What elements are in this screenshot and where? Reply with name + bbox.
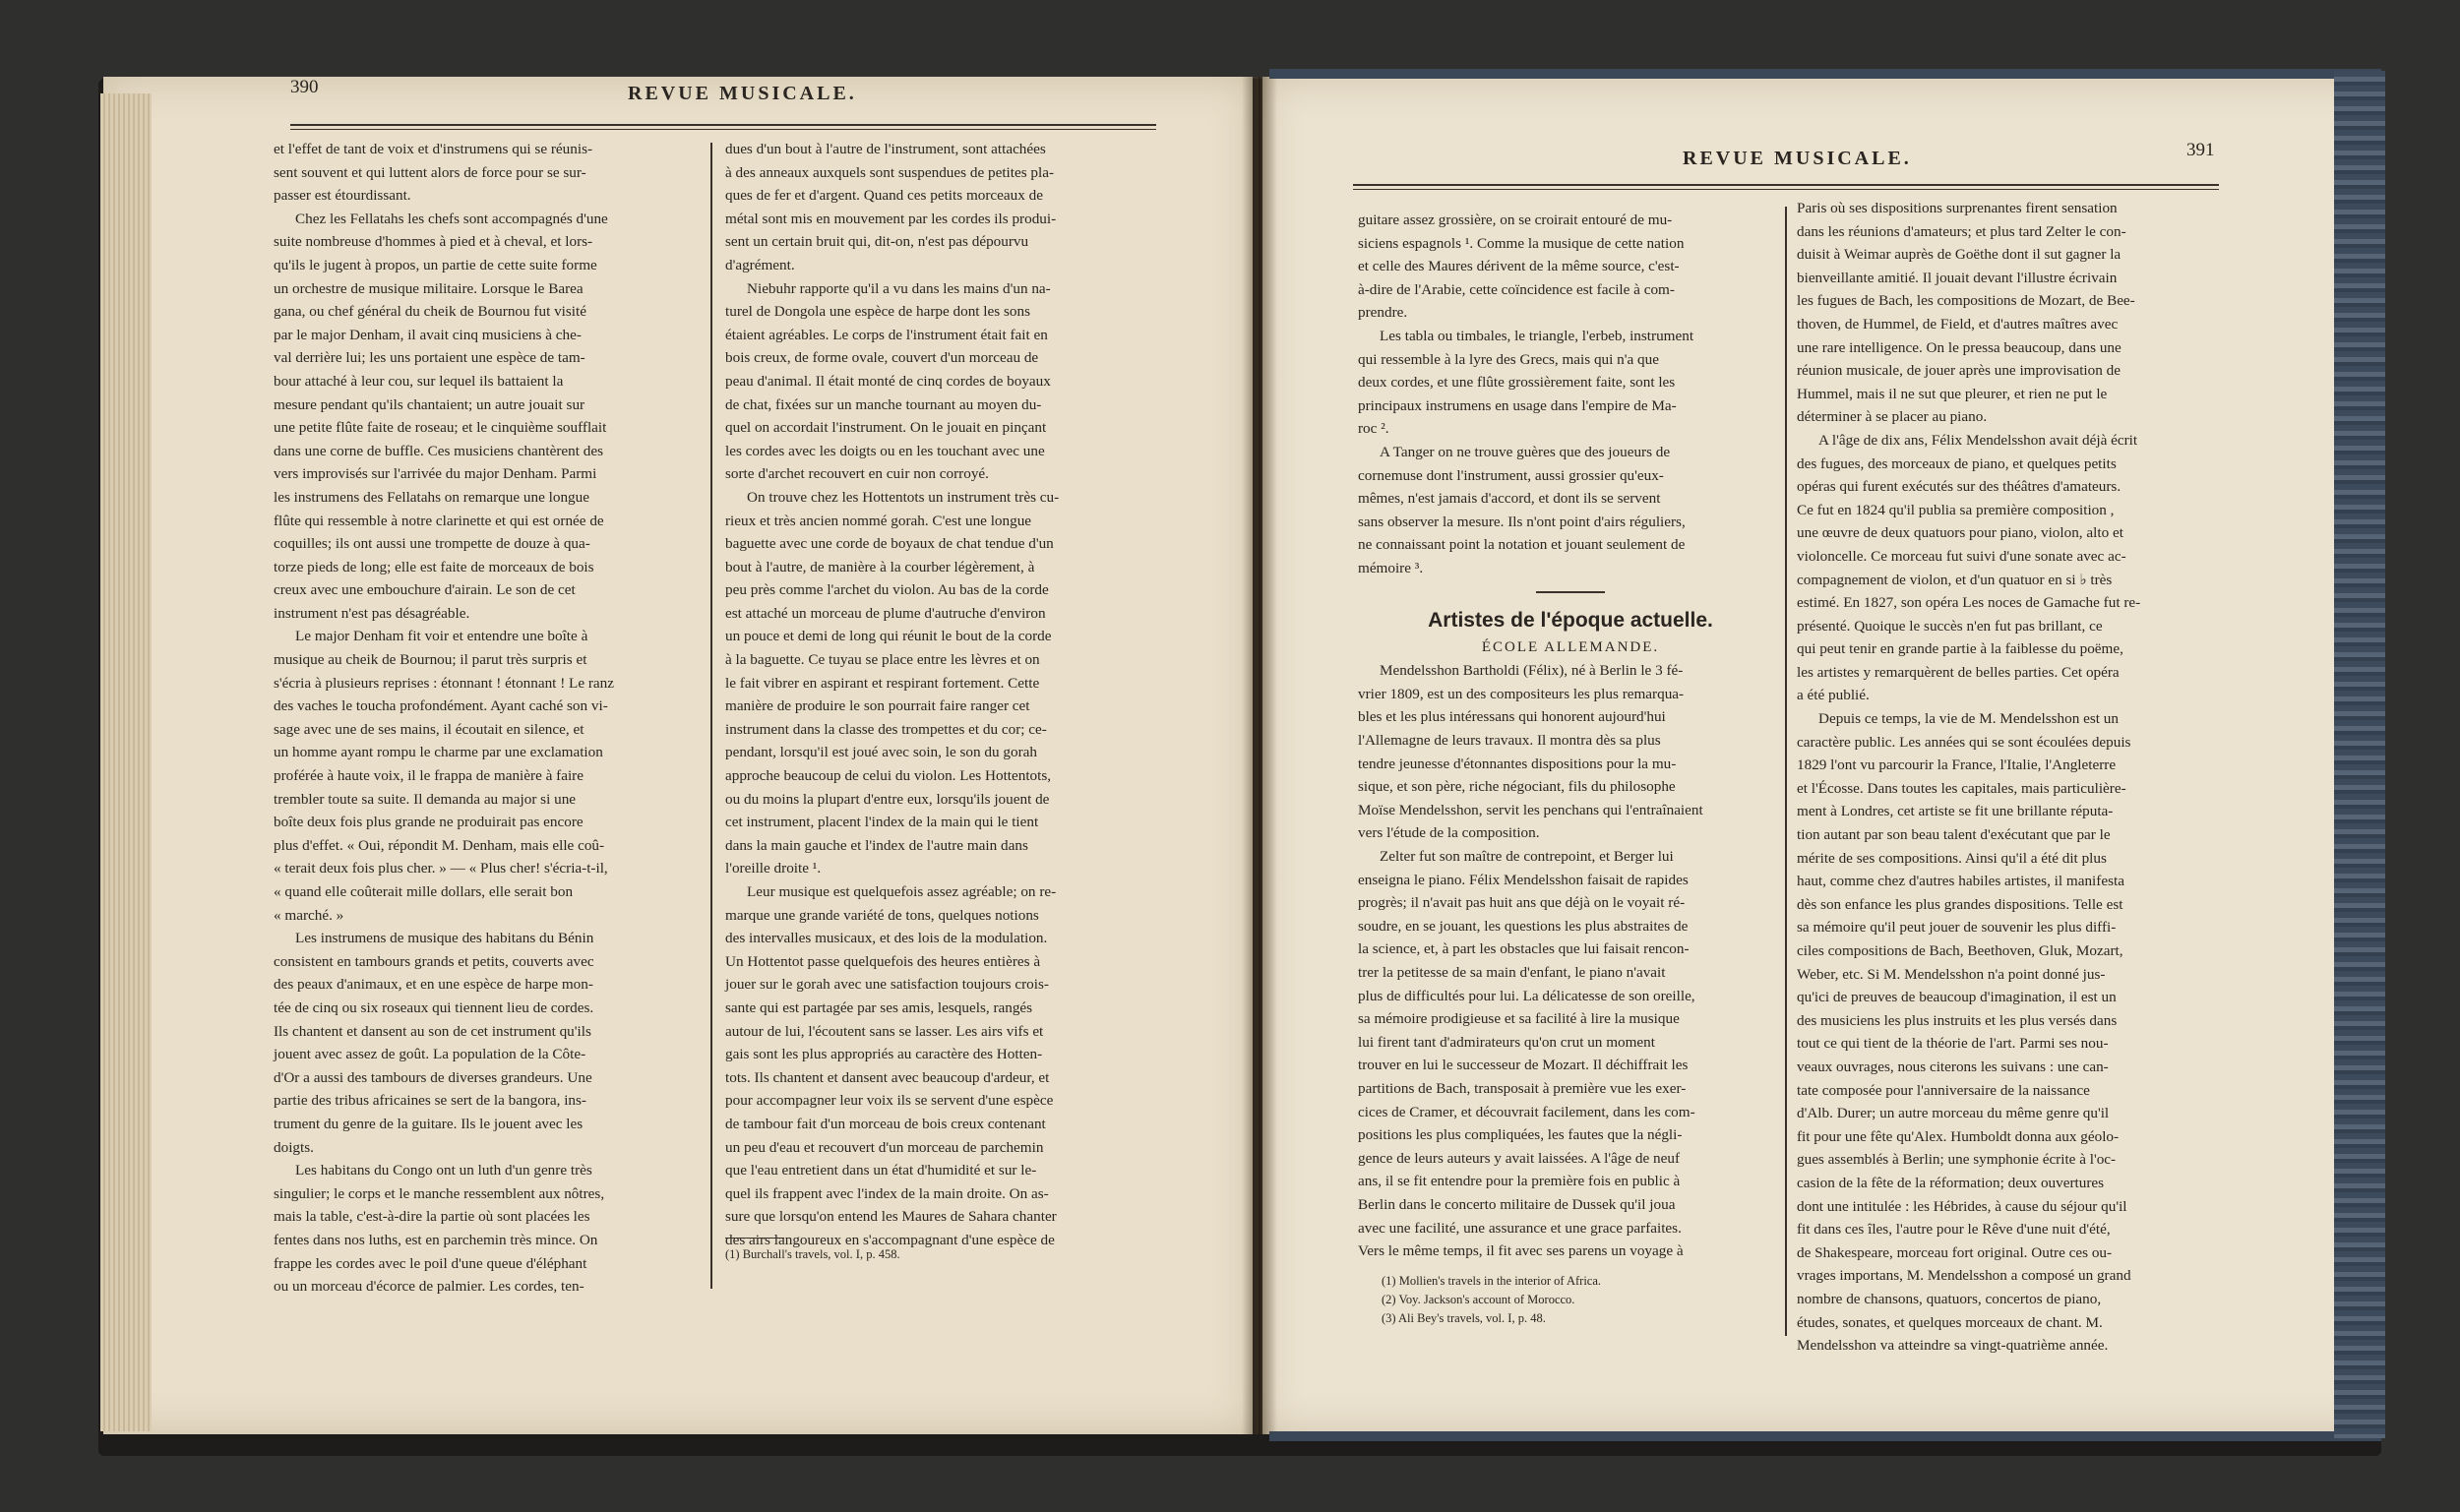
text-line: sage avec une de ses mains, il écoutait en silence, et xyxy=(274,720,584,738)
text-line: qu'ici de preuves de beaucoup d'imagination, il est un xyxy=(1797,989,2117,1006)
text-line: gana, ou chef général du cheik de Bournou fut visité xyxy=(274,303,586,321)
text-line: bour attaché à leur cou, sur lequel ils battaient la xyxy=(274,372,564,390)
text-line: cices de Cramer, et découvrait facilement, dans les com- xyxy=(1358,1103,1695,1120)
text-line: approche beaucoup de celui du violon. Les Hottentots, xyxy=(725,767,1052,785)
text-line: (1) Mollien's travels in the interior of Africa. xyxy=(1382,1274,1602,1288)
text-line: mais la table, c'est-à-dire la partie où sont placées les xyxy=(274,1208,590,1226)
text-line: vers improvisés sur l'arrivée du major Denham. Parmi xyxy=(274,465,597,483)
text-line: déterminer à se placer au piano. xyxy=(1797,408,1988,426)
text-line: trument du genre de la guitare. Ils le jouent avec les xyxy=(274,1115,584,1132)
left-header-rule-thin xyxy=(290,129,1156,130)
subsection-title: ÉCOLE ALLEMANDE. xyxy=(1481,638,1660,655)
text-line: trembler toute sa suite. Il demanda au major si une xyxy=(274,790,577,808)
text-line: dans les réunions d'amateurs; et plus tard Zelter le con- xyxy=(1797,222,2126,240)
text-line: s'écria à plusieurs reprises : étonnant ! étonnant ! Le ranz xyxy=(274,674,615,692)
text-line: gues assemblés à Berlin; une symphonie écrite à l'oc- xyxy=(1797,1151,2117,1169)
text-line: des airs langoureux en s'accompagnant d'une espèce de xyxy=(725,1231,1055,1248)
text-line: Niebuhr rapporte qu'il a vu dans les mains d'un na- xyxy=(747,279,1051,297)
text-line: Vers le même temps, il fit avec ses parens un voyage à xyxy=(1358,1242,1684,1260)
text-line: l'oreille droite ¹. xyxy=(725,860,822,877)
text-line: On trouve chez les Hottentots un instrument très cu- xyxy=(747,488,1060,506)
right-page-footnotes xyxy=(1382,1272,1775,1328)
text-line: présenté. Quoique le succès n'en fut pas brillant, ce xyxy=(1797,617,2103,635)
text-line: qui ressemble à la lyre des Grecs, mais qui n'a que xyxy=(1358,350,1659,368)
text-line: « terait deux fois plus cher. » — « Plus cher! s'écria-t-il, xyxy=(274,860,608,877)
text-line: des intervalles musicaux, et des lois de la modulation. xyxy=(725,930,1048,947)
text-line: d'agrément. xyxy=(725,256,795,273)
text-line: mérite de ses compositions. Ainsi qu'il a été dit plus xyxy=(1797,849,2107,867)
text-line: bienveillante amitié. Il jouait devant l'illustre écrivain xyxy=(1797,269,2118,286)
text-line: A l'âge de dix ans, Félix Mendelsshon avait déjà écrit xyxy=(1818,431,2138,449)
text-line: Mendelsshon va atteindre sa vingt-quatrième année. xyxy=(1797,1337,2109,1355)
text-line: tée de cinq ou six roseaux qui tiennent lieu de cordes. xyxy=(274,998,594,1016)
text-line: manière de produire le son pourrait faire ranger cet xyxy=(725,697,1030,715)
text-line: principaux instrumens en usage dans l'empire de Ma- xyxy=(1358,396,1677,414)
text-line: d'Or a aussi des tambours de diverses grandeurs. Une xyxy=(274,1068,592,1086)
right-column-divider xyxy=(1785,207,1787,1336)
text-line: plus de difficultés pour lui. La délicatesse de son oreille, xyxy=(1358,987,1695,1004)
text-line: de tambour fait d'un morceau de bois creux contenant xyxy=(725,1115,1046,1132)
text-line: est attaché un morceau de plume d'autruche d'environ xyxy=(725,604,1046,622)
text-line: mêmes, n'est jamais d'accord, et dont ils se servent xyxy=(1358,490,1661,508)
left-page-number: 390 xyxy=(290,77,319,97)
text-line: à-dire de l'Arabie, cette coïncidence est facile à com- xyxy=(1358,280,1675,298)
text-line: un pouce et demi de long qui réunit le bout de la corde xyxy=(725,628,1052,645)
left-page-footnotes xyxy=(725,1245,1138,1264)
text-line: veaux ouvrages, nous citerons les suivans : une can- xyxy=(1797,1058,2109,1075)
text-line: Mendelsshon Bartholdi (Félix), né à Berlin le 3 fé- xyxy=(1380,662,1684,680)
text-line: (2) Voy. Jackson's account of Morocco. xyxy=(1382,1293,1575,1306)
text-line: par le major Denham, il avait cinq musiciens à che- xyxy=(274,326,582,343)
text-line: à la baguette. Ce tuyau se place entre les lèvres et on xyxy=(725,651,1040,669)
text-line: « quand elle coûterait mille dollars, elle serait bon xyxy=(274,883,574,900)
text-line: un orchestre de musique militaire. Lorsque le Barea xyxy=(274,279,584,297)
text-line: peu près comme l'archet du violon. Au bas de la corde xyxy=(725,581,1049,599)
text-line: sent un certain bruit qui, dit-on, n'est pas dépourvu xyxy=(725,233,1029,251)
text-line: sorte d'archet recouvert en cuir non corroyé. xyxy=(725,465,989,483)
text-line: sans observer la mesure. Ils n'ont point d'airs réguliers, xyxy=(1358,513,1686,530)
right-header-rule xyxy=(1353,184,2219,186)
book-gutter xyxy=(1242,77,1277,1434)
text-line: Moïse Mendelsshon, servit les penchans qui l'entraînaient xyxy=(1358,801,1703,818)
text-line: boîte deux fois plus grande ne produirait pas encore xyxy=(274,814,584,831)
text-line: vrier 1809, est un des compositeurs les plus remarqua- xyxy=(1358,685,1685,702)
text-line: sa mémoire qu'il peut jouer de souvenir les plus diffi- xyxy=(1797,919,2117,937)
text-line: fit dans ces îles, l'autre pour le Rêve d'une nuit d'été, xyxy=(1797,1221,2111,1239)
text-line: une rare intelligence. On le pressa beaucoup, dans une xyxy=(1797,338,2122,356)
text-line: bois creux, de forme ovale, couvert d'un morceau de xyxy=(725,349,1039,367)
text-line: vers l'étude de la composition. xyxy=(1358,824,1540,842)
text-line: 1829 l'ont vu parcourir la France, l'Italie, l'Angleterre xyxy=(1797,756,2117,774)
text-line: ou un morceau d'écorce de palmier. Les cordes, ten- xyxy=(274,1278,584,1296)
text-line: cet instrument, placent l'index de la main qui le tient xyxy=(725,814,1039,831)
text-line: les artistes y remarquèrent de belles parties. Cet opéra xyxy=(1797,663,2120,681)
text-line: bles et les plus intéressans qui honorent aujourd'hui xyxy=(1358,708,1666,726)
text-line: sent souvent et qui luttent alors de force pour se sur- xyxy=(274,163,586,181)
text-line: de chat, fixées sur un manche tournant au moyen du- xyxy=(725,395,1042,413)
text-line: torze pieds de long; elle est faite de morceaux de bois xyxy=(274,558,594,575)
text-line: Les instrumens de musique des habitans du Bénin xyxy=(295,930,594,947)
text-line: pendant, lorsqu'il est joué avec soin, le son du gorah xyxy=(725,744,1037,761)
text-line: estimé. En 1827, son opéra Les noces de Gamache fut re- xyxy=(1797,594,2141,612)
text-line: sa mémoire prodigieuse et sa facilité à lire la musique xyxy=(1358,1010,1680,1028)
left-page-edges xyxy=(100,93,152,1431)
text-line: gais sont les plus appropriés au caractère des Hotten- xyxy=(725,1046,1043,1063)
text-line: dès son enfance les plus grandes dispositions. Telle est xyxy=(1797,895,2123,913)
text-line: des musiciens les plus instruits et les plus versés dans xyxy=(1797,1011,2118,1029)
text-line: avec une facilité, une assurance et une grace parfaites. xyxy=(1358,1219,1682,1237)
text-line: marque une grande variété de tons, quelques notions xyxy=(725,906,1039,924)
right-running-head: REVUE MUSICALE. xyxy=(1683,148,1912,169)
text-line: nombre de chansons, quatuors, concertos de piano, xyxy=(1797,1290,2102,1307)
text-line: plus d'effet. « Oui, répondit M. Denham, mais elle coû- xyxy=(274,836,605,854)
text-line: études, sonates, et quelques morceaux de chant. M. xyxy=(1797,1313,2103,1331)
text-line: gence de leurs auteurs y avait laissées. A l'âge de neuf xyxy=(1358,1149,1681,1167)
text-line: lui firent tant d'admirateurs qu'on crut un moment xyxy=(1358,1033,1655,1051)
text-line: proférée à haute voix, il le frappa de manière à faire xyxy=(274,767,584,785)
text-line: val derrière lui; les uns portaient une espèce de tam- xyxy=(274,349,585,367)
text-line: cornemuse dont l'instrument, aussi grossier qu'eux- xyxy=(1358,466,1664,484)
text-line: trouver en lui le successeur de Mozart. Il déchiffrait les xyxy=(1358,1057,1689,1074)
text-line: et l'Écosse. Dans toutes les capitales, mais particulière- xyxy=(1797,779,2126,797)
section-title: Artistes de l'époque actuelle. xyxy=(1428,609,1713,633)
text-line: vrages importans, M. Mendelsshon a composé un grand xyxy=(1797,1267,2131,1285)
text-line: les fugues de Bach, les compositions de Mozart, de Bee- xyxy=(1797,292,2135,310)
text-line: tout ce qui tient de la théorie de l'art. Parmi ses nou- xyxy=(1797,1035,2109,1053)
text-line: Le major Denham fit voir et entendre une boîte à xyxy=(295,628,588,645)
text-line: turel de Dongola une espèce de harpe dont les sons xyxy=(725,303,1030,321)
text-line: musique au cheik de Bournou; il parut très surpris et xyxy=(274,651,587,669)
text-line: Leur musique est quelquefois assez agréable; on re- xyxy=(747,883,1057,900)
text-line: une œuvre de deux quatuors pour piano, violon, alto et xyxy=(1797,524,2123,542)
text-line: jouent avec assez de goût. La population de la Côte- xyxy=(274,1046,586,1063)
text-line: qu'ils le jugent à propos, un partie de cette suite forme xyxy=(274,256,597,273)
text-line: peau d'animal. Il était monté de cinq cordes de boyaux xyxy=(725,372,1051,390)
right-header-rule-thin xyxy=(1353,189,2219,190)
text-line: deux cordes, et une flûte grossièrement faite, sont les xyxy=(1358,374,1676,392)
text-line: thoven, de Hummel, de Field, et d'autres maîtres avec xyxy=(1797,315,2119,333)
text-line: jouer sur le gorah avec une satisfaction toujours crois- xyxy=(725,976,1049,994)
left-footnote-rule xyxy=(725,1238,784,1239)
text-line: ou du moins la plupart d'entre eux, lorsqu'ils jouent de xyxy=(725,790,1050,808)
text-line: singulier; le corps et le manche ressemblent aux nôtres, xyxy=(274,1184,605,1202)
text-line: d'Alb. Durer; un autre morceau du même genre qu'il xyxy=(1797,1105,2110,1122)
text-line: le fait vibrer en aspirant et respirant fortement. Cette xyxy=(725,674,1040,692)
text-line: instrument dans la classe des trompettes et du cor; ce- xyxy=(725,720,1047,738)
text-line: fentes dans nos luths, est en parchemin très mince. On xyxy=(274,1231,598,1248)
right-page-column-2 xyxy=(1797,197,2222,1358)
text-line: autour de lui, l'écoutent sans se lasser. Les airs vifs et xyxy=(725,1022,1044,1040)
text-line: Hummel, mais il ne sut que pleurer, et rien ne put le xyxy=(1797,385,2108,402)
text-line: quel on accordait l'instrument. On le jouait en pinçant xyxy=(725,419,1047,437)
text-line: Un Hottentot passe quelquefois des heures entières à xyxy=(725,952,1041,970)
text-line: compagnement de violon, et d'un quatuor en si ♭ très xyxy=(1797,571,2113,588)
text-line: siciens espagnols ¹. Comme la musique de cette nation xyxy=(1358,234,1685,252)
text-line: Depuis ce temps, la vie de M. Mendelsshon est un xyxy=(1818,710,2119,728)
text-line: qui peut tenir en grande partie à la faiblesse du poëme, xyxy=(1797,640,2123,658)
text-line: enseigna le piano. Félix Mendelsshon faisait de rapides xyxy=(1358,871,1689,888)
text-line: suite nombreuse d'hommes à pied et à cheval, et lors- xyxy=(274,233,593,251)
marbled-cover-edge xyxy=(2334,71,2385,1438)
text-line: consistent en tambours grands et petits, couverts avec xyxy=(274,952,594,970)
text-line: (3) Ali Bey's travels, vol. I, p. 48. xyxy=(1382,1311,1546,1325)
text-line: ques de fer et d'argent. Quand ces petits morceaux de xyxy=(725,187,1043,205)
text-line: a été publié. xyxy=(1797,687,1870,704)
left-page-column-1 xyxy=(274,138,699,1299)
text-line: coquilles; ils ont aussi une trompette de douze à qua- xyxy=(274,535,590,553)
text-line: trer la petitesse de sa main d'enfant, le piano n'avait xyxy=(1358,964,1666,981)
text-line: roc ². xyxy=(1358,420,1389,438)
text-line: soudre, en se jouant, les questions les plus abstraites de xyxy=(1358,917,1689,935)
text-line: doigts. xyxy=(274,1138,314,1156)
text-line: tendre jeunesse d'étonnantes dispositions pour la mu- xyxy=(1358,755,1677,772)
text-line: dans la main gauche et l'index de l'autre main dans xyxy=(725,836,1028,854)
text-line: un homme ayant rompu le charme par une exclamation xyxy=(274,744,603,761)
text-line: métal sont mis en mouvement par les cordes ils produi- xyxy=(725,210,1057,227)
text-line: tots. Ils chantent et dansent avec beaucoup d'ardeur, et xyxy=(725,1068,1050,1086)
right-page-column-1 xyxy=(1358,209,1783,1263)
text-line: haut, comme chez d'autres habiles artistes, il manifesta xyxy=(1797,873,2124,890)
text-line: ment à Londres, cet artiste se fit une brillante réputa- xyxy=(1797,803,2114,820)
cover-board-bottom xyxy=(1269,1431,2381,1441)
text-line: Paris où ses dispositions surprenantes firent sensation xyxy=(1797,200,2118,216)
left-running-head: REVUE MUSICALE. xyxy=(628,83,857,104)
text-line: Les habitans du Congo ont un luth d'un genre très xyxy=(295,1162,592,1179)
section-divider xyxy=(1358,580,1783,604)
text-line: pour accompagner leur voix ils se servent d'une espèce xyxy=(725,1092,1054,1110)
text-line: une petite flûte faite de roseau; et le cinquième soufflait xyxy=(274,419,607,437)
text-line: (1) Burchall's travels, vol. I, p. 458. xyxy=(725,1247,900,1261)
text-line: passer est étourdissant. xyxy=(274,187,411,205)
text-line: dues d'un bout à l'autre de l'instrument, sont attachées xyxy=(725,141,1046,157)
text-line: réunion musicale, de jouer après une improvisation de xyxy=(1797,362,2121,380)
text-line: quel ils frappent avec l'index de la main droite. On as- xyxy=(725,1184,1049,1202)
text-line: partie des tribus africaines se sert de la bangora, ins- xyxy=(274,1092,586,1110)
left-page-column-2 xyxy=(725,138,1150,1252)
text-line: mesure pendant qu'ils chantaient; un autre jouait sur xyxy=(274,395,585,413)
text-line: guitare assez grossière, on se croirait entouré de mu- xyxy=(1358,212,1673,228)
text-line: duisit à Weimar auprès de Goëthe dont il sut gagner la xyxy=(1797,246,2122,264)
text-line: ne connaissant point la notation et jouant seulement de xyxy=(1358,536,1686,554)
text-line: les instrumens des Fellatahs on remarque une longue xyxy=(274,488,589,506)
text-line: frappe les cordes avec le poil d'une queue d'éléphant xyxy=(274,1254,587,1272)
text-line: creux avec une embouchure d'airain. Le son de cet xyxy=(274,581,576,599)
text-line: prendre. xyxy=(1358,304,1408,322)
text-line: de Shakespeare, morceau fort original. Outre ces ou- xyxy=(1797,1243,2113,1261)
text-line: et l'effet de tant de voix et d'instrumens qui se réunis- xyxy=(274,141,593,157)
text-line: violoncelle. Ce morceau fut suivi d'une sonate avec ac- xyxy=(1797,547,2126,565)
text-line: bout à l'autre, de manière à la courber légèrement, à xyxy=(725,558,1035,575)
text-line: un peu d'eau et recouvert d'un morceau de parchemin xyxy=(725,1138,1044,1156)
text-line: casion de la fête de la réformation; deux ouvertures xyxy=(1797,1174,2105,1191)
text-line: sante qui est partagée par ses amis, lesquels, rangés xyxy=(725,998,1033,1016)
left-column-divider xyxy=(710,143,712,1289)
text-line: baguette avec une corde de boyaux de chat tendue d'un xyxy=(725,535,1054,553)
text-line: rieux et très ancien nommé gorah. C'est une longue xyxy=(725,512,1032,529)
text-line: l'Allemagne de leurs travaux. Il montra dès sa plus xyxy=(1358,732,1661,750)
text-line: la science, et, à part les obstacles que lui faisait rencon- xyxy=(1358,940,1690,958)
text-line: à des anneaux auxquels sont suspendues de petites pla- xyxy=(725,163,1055,181)
text-line: sure que lorsqu'on entend les Maures de Sahara chanter xyxy=(725,1208,1057,1226)
text-line: positions les plus compliquées, les fautes que la négli- xyxy=(1358,1126,1683,1144)
text-line: Ce fut en 1824 qu'il publia sa première composition , xyxy=(1797,501,2115,518)
text-line: flûte qui ressemble à notre clarinette et qui est ornée de xyxy=(274,512,604,529)
text-line: Zelter fut son maître de contrepoint, et Berger lui xyxy=(1380,848,1674,866)
text-line: des vaches le toucha profondément. Ayant caché son vi- xyxy=(274,697,608,715)
text-line: tate composée pour l'anniversaire de la naissance xyxy=(1797,1081,2090,1099)
text-line: opéras qui furent exécutés sur des théâtres d'amateurs. xyxy=(1797,478,2122,496)
text-line: caractère public. Les années qui se sont écoulées depuis xyxy=(1797,733,2131,751)
text-line: Chez les Fellatahs les chefs sont accompagnés d'une xyxy=(295,210,608,227)
left-header-rule xyxy=(290,124,1156,126)
text-line: que l'eau entretient dans un état d'humidité et sur le- xyxy=(725,1162,1037,1179)
text-line: Berlin dans le concerto militaire de Dussek qu'il joua xyxy=(1358,1195,1676,1213)
text-line: des fugues, des morceaux de piano, et quelques petits xyxy=(1797,454,2117,472)
text-line: tion autant par son beau talent d'exécutant que par le xyxy=(1797,826,2111,844)
text-line: ciles compositions de Bach, Beethoven, Gluk, Mozart, xyxy=(1797,942,2123,959)
text-line: partitions de Bach, transposait à première vue les exer- xyxy=(1358,1079,1687,1097)
text-line: ans, il se fit entendre pour la première fois en public à xyxy=(1358,1173,1681,1190)
text-line: sique, et son père, riche négociant, fils du philosophe xyxy=(1358,778,1676,796)
text-line: instrument n'est pas désagréable. xyxy=(274,604,470,622)
text-line: Weber, etc. Si M. Mendelsshon n'a point donné jus- xyxy=(1797,965,2106,983)
text-line: et celle des Maures dérivent de la même source, c'est- xyxy=(1358,258,1680,275)
right-page-number: 391 xyxy=(2186,140,2215,160)
text-line: mémoire ³. xyxy=(1358,559,1424,576)
text-line: des peaux d'animaux, et en une espèce de harpe mon- xyxy=(274,976,593,994)
text-line: « marché. » xyxy=(274,906,344,924)
text-line: les cordes avec les doigts ou en les touchant avec une xyxy=(725,442,1045,459)
text-line: dans une corne de buffle. Ces musiciens chantèrent des xyxy=(274,442,603,459)
text-line: étaient agréables. Le corps de l'instrument était fait en xyxy=(725,326,1048,343)
text-line: Les tabla ou timbales, le triangle, l'erbeb, instrument xyxy=(1380,327,1694,344)
cover-board-top xyxy=(1269,69,2381,79)
text-line: fit pour une fête qu'Alex. Humboldt donna aux géolo- xyxy=(1797,1127,2120,1145)
text-line: progrès; il n'avait pas huit ans que déjà on le voyait ré- xyxy=(1358,894,1686,912)
text-line: A Tanger on ne trouve guères que des joueurs de xyxy=(1380,443,1671,460)
text-line: dont une intitulée : les Hébrides, à cause du séjour qu'il xyxy=(1797,1197,2127,1215)
text-line: Ils chantent et dansent au son de cet instrument qu'ils xyxy=(274,1022,591,1040)
